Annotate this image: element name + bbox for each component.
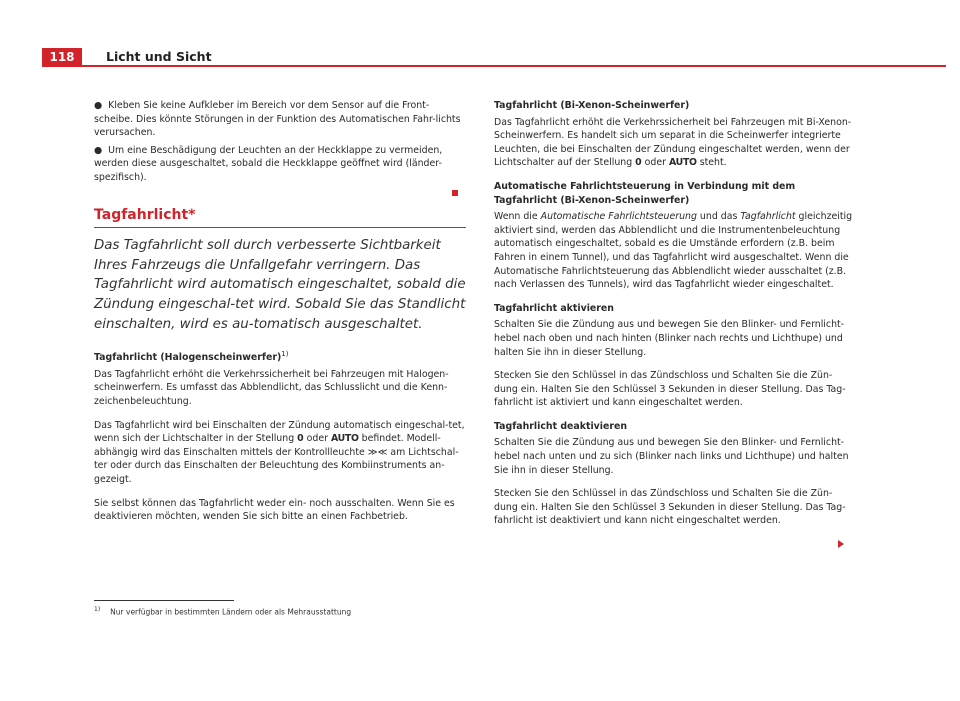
footnote-text: Nur verfügbar in bestimmten Ländern oder als Mehrausstattung [110,607,352,617]
paragraph: Schalten Sie die Zündung aus und bewegen Sie den Blinker- und Fernlicht-hebel nach unten und zu sich (Blinker nach links und Lichthupe) und halten Sie ihn in dieser Stellung. [494,437,849,476]
bullet-item [94,99,466,140]
footnote-ref: 1) [281,350,289,359]
subheading-halogen [94,348,466,365]
bullet-item [94,144,466,185]
subheading: Tagfahrlicht deaktivieren [494,420,627,432]
chapter-title: Licht und Sicht [106,49,212,64]
right-column [494,99,856,538]
paragraph: Wenn die Automatische Fahrlichtsteuerung und das Tagfahrlicht gleichzeitig aktiviert sind, werden das Abblendlicht und die Instrumentenbeleuchtung automatisch eingeschaltet, sobald es die Umstände erfordern (z.B. beim Fahren in einem Tunnel), und das Tagfahrlicht wird ausgeschaltet. Wenn die Automatische Fahrlichtsteuerung das Abblendlicht wieder ausschaltet (z.B. nach Verlassen des Tunnels), wird das Tagfahrlicht wieder eingeschaltet. [494,211,853,291]
continue-arrow-icon [838,533,844,552]
subheading: Tagfahrlicht aktivieren [494,302,614,314]
section-intro: Das Tagfahrlicht soll durch verbesserte Sichtbarkeit Ihres Fahrzeugs die Unfallgefahr verringern. Das Tagfahrlicht wird automatisch eingeschaltet, sobald die Zündung eingeschal-tet wird. Sobald Sie das Standlicht einschalten, wird es au-tomatisch ausgeschaltet. [94,238,466,332]
daylight-indicator-icon: ≫≪ [367,446,388,458]
paragraph: Schalten Sie die Zündung aus und bewegen Sie den Blinker- und Fernlicht-hebel nach oben und nach hinten (Blinker nach rechts und Lichthupe) und halten Sie ihn in dieser Stellung. [494,319,845,358]
paragraph: Das Tagfahrlicht wird bei Einschalten der Zündung automatisch eingeschal-tet, wenn sich der Lichtschalter in der Stellung 0 oder AUTO befindet. Modell-abhängig wird das Einschalten mittels der Kontrollleuchte ≫≪ am Lichtschal-ter oder durch das Einschalten der Beleuchtung des Kombiinstruments an-gezeigt. [94,419,465,485]
paragraph: Stecken Sie den Schlüssel in das Zündschloss und Schalten Sie die Zün-dung ein. Halten Sie den Schlüssel 3 Sekunden in dieser Stellung. Das Tag-fahrlicht ist deaktiviert und kann nicht eingeschaltet werden. [494,488,846,527]
section-title: Tagfahrlicht* [94,209,466,229]
page-header [42,48,946,68]
footnote-mark: 1) [94,606,101,613]
switch-position-zero: 0 [297,433,304,445]
paragraph: Stecken Sie den Schlüssel in das Zündschloss und Schalten Sie die Zün-dung ein. Halten Sie den Schlüssel 3 Sekunden in dieser Stellung. Das Tag-fahrlicht ist aktiviert und kann eingeschaltet werden. [494,370,846,409]
paragraph: Sie selbst können das Tagfahrlicht weder ein- noch ausschalten. Wenn Sie es deaktivieren möchten, wenden Sie sich bitte an einen Fachbetrieb. [94,497,455,523]
section-end-marker [452,190,458,196]
header-rule [82,65,946,67]
footnote [94,606,351,617]
subheading-text: Tagfahrlicht (Halogenscheinwerfer) [94,352,282,364]
bullet-icon: ● [94,100,103,111]
bullet-text: Kleben Sie keine Aufkleber im Bereich vor dem Sensor auf die Front-scheibe. Dies könnte Störungen in der Funktion des Automatischen Fahr-lichts verursachen. [94,100,461,139]
subheading: Automatische Fahrlichtsteuerung in Verbindung mit dem Tagfahrlicht (Bi-Xenon-Scheinwerfer) [494,180,796,206]
auto-symbol: AUTO [330,433,359,445]
left-column [94,99,466,534]
paragraph: Das Tagfahrlicht erhöht die Verkehrssicherheit bei Fahrzeugen mit Halogen-scheinwerfern. Es umfasst das Abblendlicht, das Schlusslicht und die Kenn-zeichenbeleuchtung. [94,368,449,408]
bullet-icon: ● [94,144,103,156]
bullet-text: Um eine Beschädigung der Leuchten an der Heckklappe zu vermeiden, werden diese ausgeschaltet, sobald die Heckklappe geöffnet wird (länder-spezifisch). [94,144,443,183]
page-number: 118 [42,48,82,67]
paragraph: Das Tagfahrlicht erhöht die Verkehrssicherheit bei Fahrzeugen mit Bi-Xenon-Scheinwerfern. Es handelt sich um separat in die Scheinwerfer integrierte Leuchten, die bei Einschalten der Zündung eingeschaltet werden, wenn der Lichtschalter auf der Stellung 0 oder AUTO steht. [494,116,852,169]
switch-position-zero: 0 [635,157,642,169]
auto-symbol: AUTO [668,157,697,169]
subheading: Tagfahrlicht (Bi-Xenon-Scheinwerfer) [494,100,690,111]
footnote-rule [94,600,234,601]
